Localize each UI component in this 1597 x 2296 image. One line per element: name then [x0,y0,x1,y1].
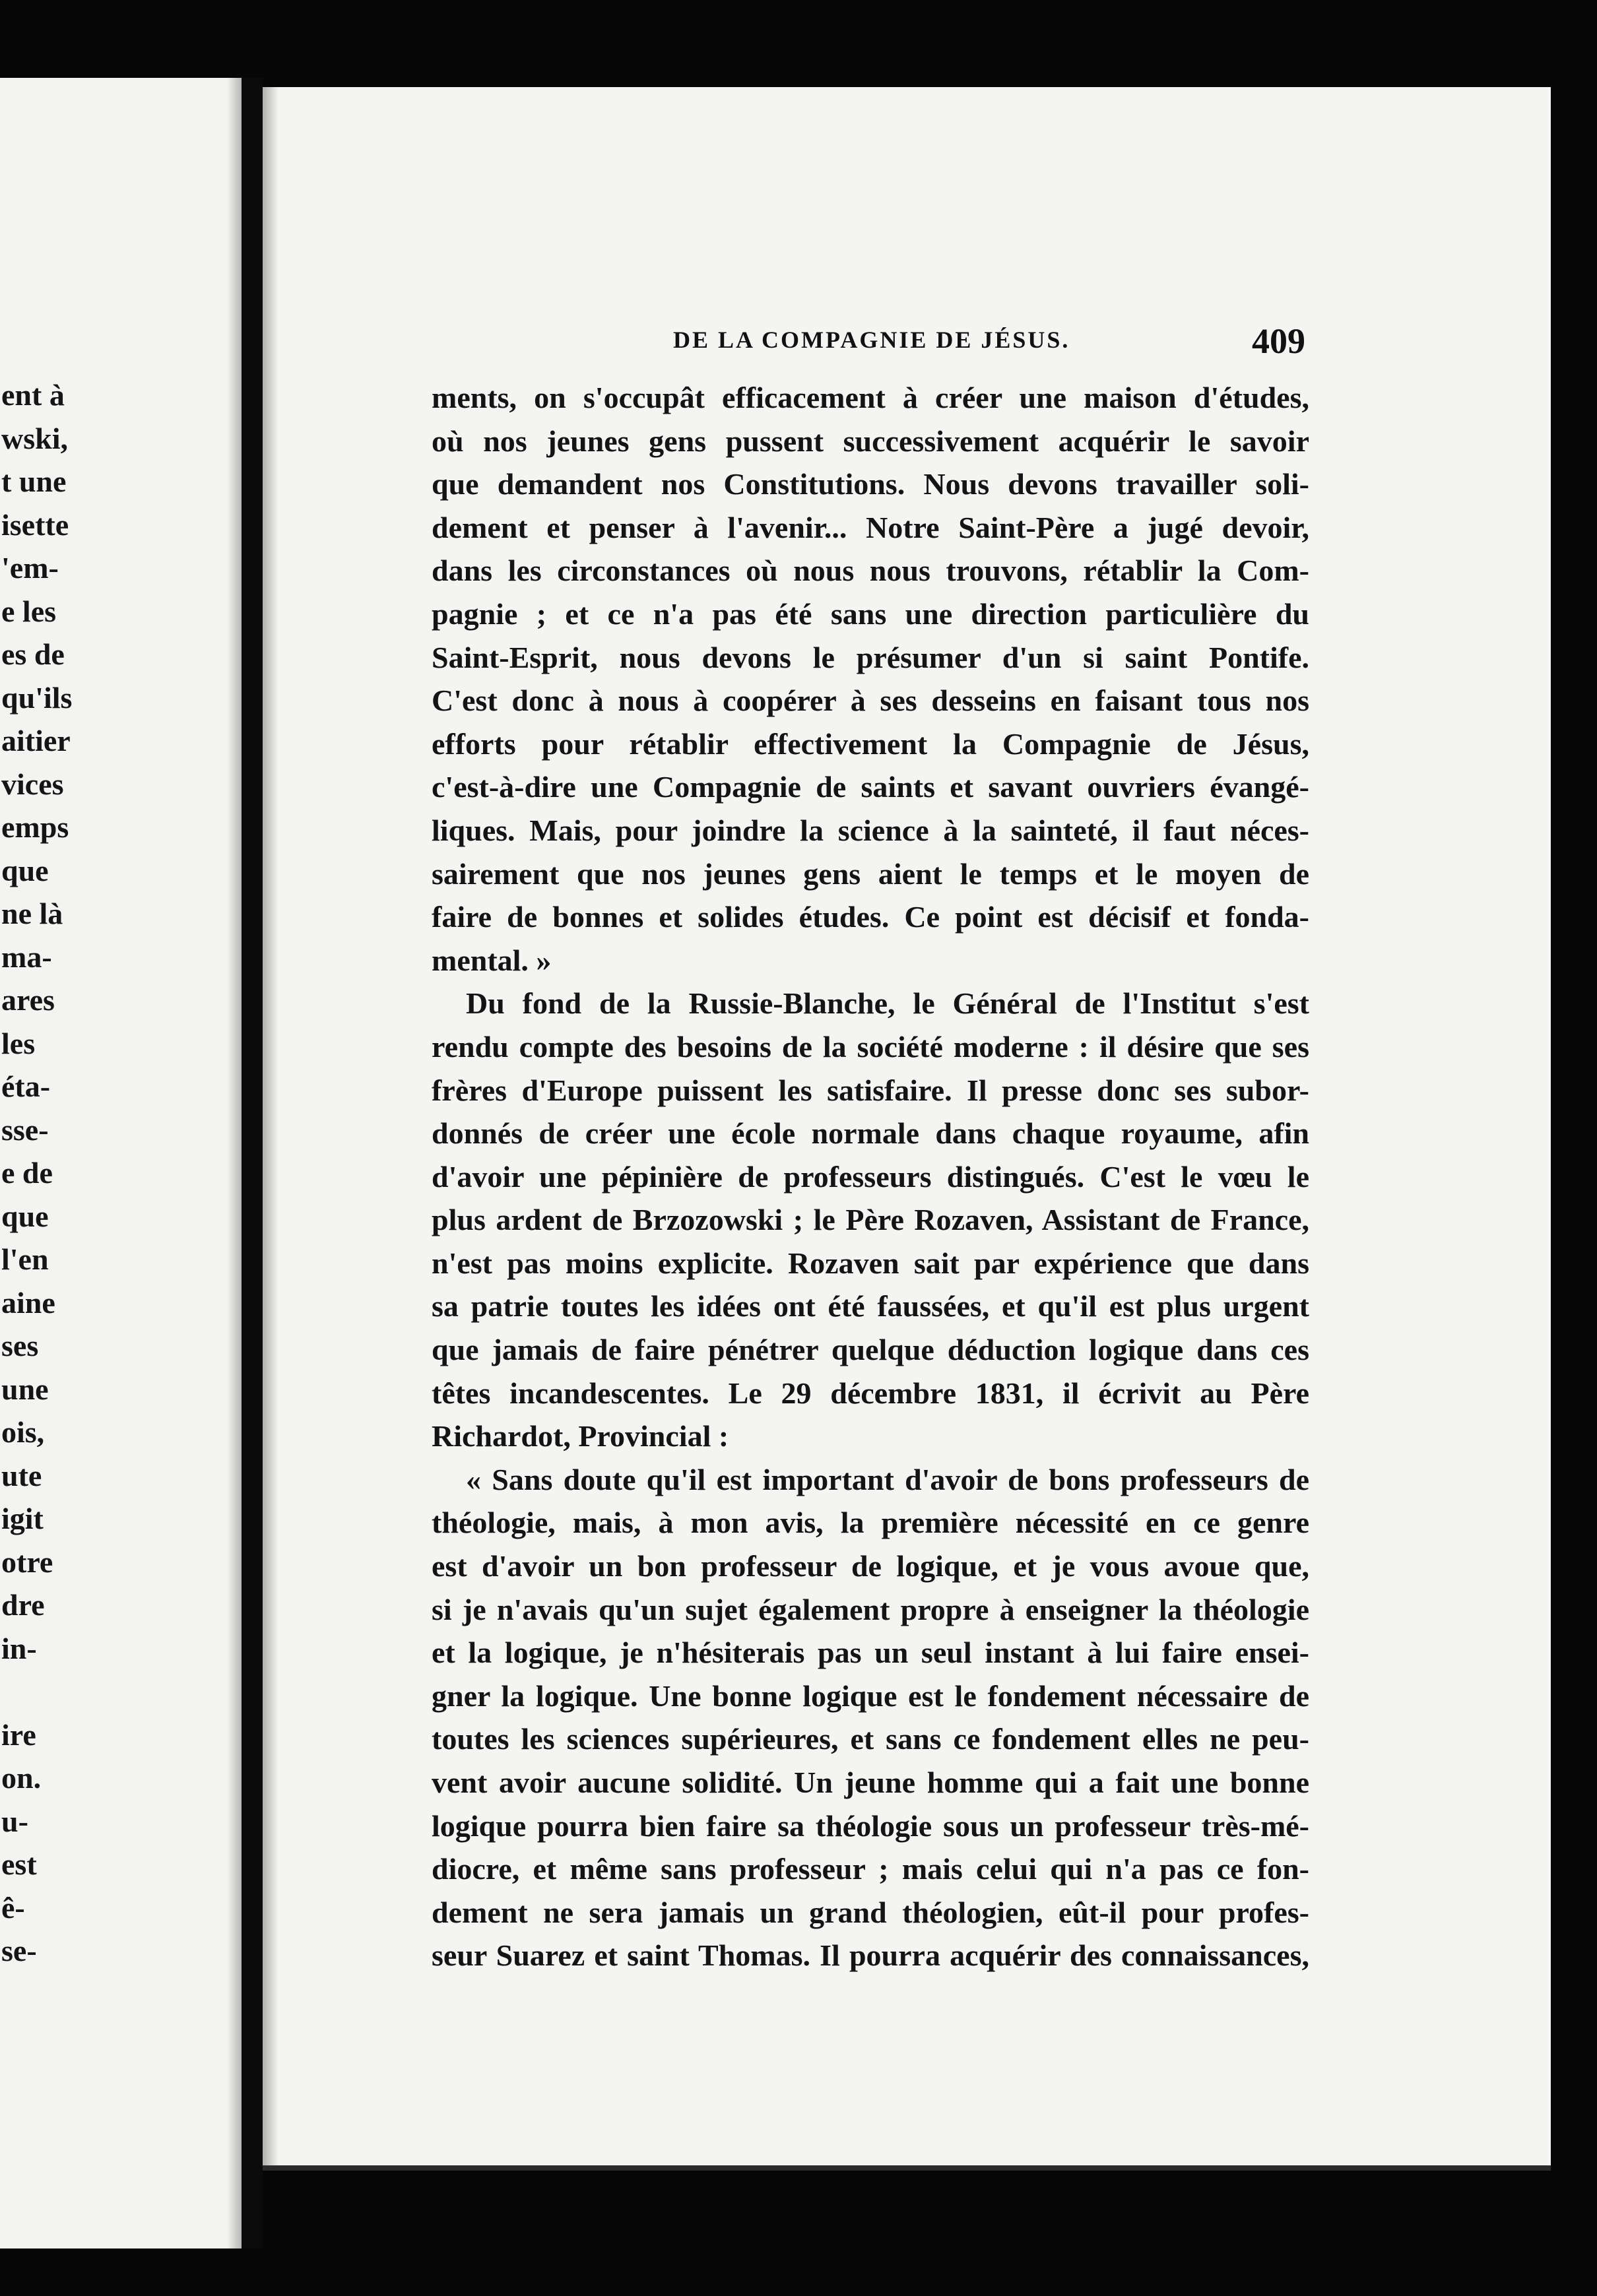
left-page-line [0,806,242,849]
text-line: têtes incandescentes. Le 29 décembre 1831, il écrivit au Père [432,1376,1309,1410]
left-page-fragment: ne là [1,897,63,930]
left-page-line [0,1541,242,1584]
left-page-line [0,1411,242,1454]
running-title: DE LA COMPAGNIE DE JÉSUS. [673,327,1070,353]
left-page-line [0,936,242,979]
left-page-fragment: ent à [1,378,65,412]
text-line: d'avoir une pépinière de professeurs distingués. C'est le vœu le [432,1159,1309,1194]
left-page-fragment: qu'ils [1,680,73,715]
left-page-line [0,1324,242,1368]
left-page-line [0,1195,242,1238]
left-page-line [0,503,242,547]
text-line: si je n'avais qu'un sujet également propre à enseigner la théologie [432,1592,1309,1626]
left-page-line [0,719,242,763]
text-line: vent avoir aucune solidité. Un jeune homme qui a fait une bonne [432,1766,1309,1799]
text-line: gner la logique. Une bonne logique est le fondement nécessaire de [432,1678,1309,1713]
left-page-fragment: ê- [1,1890,25,1925]
text-line: faire de bonnes et solides études. Ce point est décisif et fonda- [432,900,1309,934]
left-page-line [0,1756,242,1800]
page-header [409,321,1305,360]
left-page-line [0,546,242,590]
left-page-line [0,1670,242,1713]
text-line: théologie, mais, à mon avis, la première nécessité en ce genre [432,1506,1309,1540]
left-page-line [0,1108,242,1152]
text-line: plus ardent de Brzozowski ; le Père Rozaven, Assistant de France, [432,1203,1309,1237]
left-page-fragment: igit [1,1502,44,1535]
left-page-fragment: l'en [1,1242,49,1276]
left-page-line [0,417,242,461]
text-line: liques. Mais, pour joindre la science à la sainteté, il faut néces- [432,813,1309,847]
left-page-line [0,460,242,503]
text-line: c'est-à-dire une Compagnie de saints et savant ouvriers évangé- [432,770,1309,804]
left-page-line [0,978,242,1022]
left-page-text [0,373,242,1973]
left-page-line [0,849,242,893]
book-gutter [242,78,263,2248]
text-line: où nos jeunes gens pussent successivement acquérir le savoir [432,424,1309,458]
left-page-fragment: se- [1,1934,37,1967]
left-page-fragment: dre [1,1588,45,1622]
left-page-fragment: vices [1,767,64,801]
left-page-line [0,1454,242,1498]
left-page-fragment: 'em- [1,551,59,585]
text-line: seur Suarez et saint Thomas. Il pourra acquérir des connaissances, [432,1938,1309,1973]
left-page-fragment: ma- [1,940,52,974]
left-page-fragment: aine [1,1285,55,1320]
text-line: logique pourra bien faire sa théologie sous un professeur très-mé- [432,1808,1309,1843]
left-page-line [0,1627,242,1671]
left-page-fragment: wski, [1,421,68,455]
text-line: sairement que nos jeunes gens aient le temps et le moyen de [432,856,1309,891]
left-page-fragment: ois, [1,1415,45,1449]
text-line: donnés de créer une école normale dans chaque royaume, afin [432,1116,1309,1151]
left-page-line [0,1843,242,1886]
left-page-line [0,1583,242,1627]
left-page-fragment: in- [1,1631,37,1665]
text-line: dement ne sera jamais un grand théologien, eût-il pour profes- [432,1895,1309,1929]
left-page-line [0,676,242,720]
left-page-fragment: ute [1,1458,42,1492]
left-page-line [0,1929,242,1973]
text-line: rendu compte des besoins de la société moderne : il désire que ses [432,1029,1309,1064]
left-page-fragment: une [1,1372,49,1406]
left-page-line [0,892,242,936]
left-page-fragment: est [1,1847,37,1881]
left-page-line [0,1368,242,1411]
text-line: que jamais de faire pénétrer quelque déduction logique dans ces [432,1333,1309,1367]
text-line: diocre, et même sans professeur ; mais celui qui n'a pas ce fon- [432,1852,1309,1886]
left-page-line [0,373,242,417]
left-page-fragment: t une [1,464,67,498]
left-page-fragment: e les [1,594,57,628]
left-page-line [0,1497,242,1541]
text-line: sa patrie toutes les idées ont été faussées, et qu'il est plus urgent [432,1289,1309,1323]
text-line: dans les circonstances où nous nous trouvons, rétablir la Com- [432,554,1309,588]
text-line: et la logique, je n'hésiterais pas un seul instant à lui faire ensei- [432,1636,1309,1670]
text-line: n'est pas moins explicite. Rozaven sait par expérience que dans [432,1246,1309,1280]
left-page-line [0,1151,242,1195]
left-page-fragment: que [1,1199,49,1233]
left-page-fragment: ire [1,1717,36,1752]
left-page [0,78,242,2248]
text-line: efforts pour rétablir effectivement la Compagnie de Jésus, [432,726,1309,761]
right-page-shadow [263,87,278,2165]
text-line: pagnie ; et ce n'a pas été sans une direction particulière du [432,596,1309,631]
text-line: ments, on s'occupât efficacement à créer une maison d'études, [432,381,1309,414]
text-line: C'est donc à nous à coopérer à ses desseins en faisant tous nos [432,684,1309,718]
page-number: 409 [1252,321,1305,361]
text-line: mental. » [432,943,552,977]
left-page-fragment: éta- [1,1069,51,1103]
left-page-line [0,763,242,806]
text-line: frères d'Europe puissent les satisfaire. Il presse donc ses subor- [432,1073,1309,1107]
left-page-line [0,1281,242,1325]
left-page-fragment: ses [1,1329,39,1362]
left-page-fragment: e de [1,1156,53,1190]
left-page-fragment: es de [1,637,65,671]
left-page-fragment: ares [1,983,55,1017]
left-page-fragment: on. [1,1761,42,1795]
left-page-line [0,633,242,676]
text-line: Richardot, Provincial : [432,1419,729,1453]
left-page-line [0,1886,242,1930]
left-page-line [0,1065,242,1108]
body-text [432,376,1309,1977]
left-page-line [0,590,242,633]
left-page-fragment: isette [1,507,69,542]
left-page-fragment: u- [1,1804,28,1838]
left-page-line [0,1800,242,1843]
text-line: Du fond de la Russie-Blanche, le Général de l'Institut s'est [466,986,1309,1021]
text-line: est d'avoir un bon professeur de logique, et je vous avoue que, [432,1549,1309,1583]
left-page-fragment: otre [1,1545,53,1579]
left-page-fragment: sse- [1,1112,49,1147]
text-line: dement et penser à l'avenir... Notre Saint-Père a jugé devoir, [432,510,1309,544]
text-line: toutes les sciences supérieures, et sans ce fondement elles ne peu- [432,1722,1309,1756]
text-line: « Sans doute qu'il est important d'avoir de bons professeurs de [466,1462,1309,1496]
left-page-shadow [227,78,242,2248]
left-page-line [0,1713,242,1757]
left-page-fragment: emps [1,810,69,844]
left-page-fragment: les [1,1026,36,1060]
text-line: que demandent nos Constitutions. Nous devons travailler soli- [432,467,1309,501]
left-page-line [0,1022,242,1066]
left-page-fragment: que [1,853,49,887]
left-page-fragment: aitier [1,724,71,757]
text-line: Saint-Esprit, nous devons le présumer d'un si saint Pontife. [432,640,1309,674]
page-bottom-edge [263,2165,1551,2171]
left-page-line [0,1238,242,1281]
